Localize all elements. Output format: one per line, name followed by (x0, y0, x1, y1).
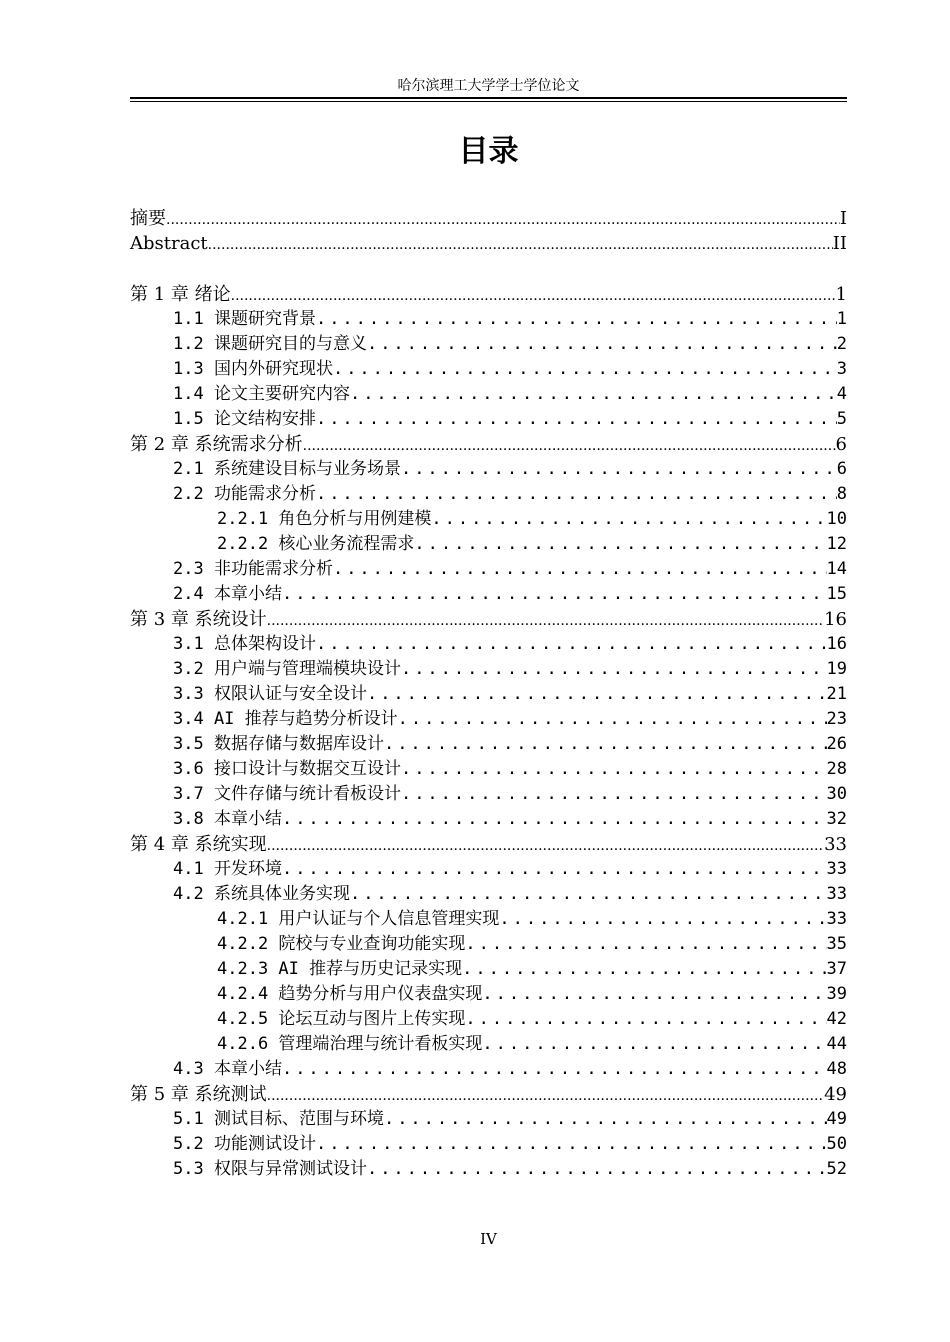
toc-entry-page: 6 (836, 459, 847, 479)
toc-entry[interactable] (130, 957, 847, 982)
toc-entry-page: 16 (824, 609, 847, 630)
toc-entry[interactable] (130, 882, 847, 907)
toc-dot-leader (401, 457, 837, 482)
toc-entry[interactable] (130, 632, 847, 657)
running-header: 哈尔滨理工大学学士学位论文 (397, 78, 580, 94)
toc-entry[interactable] (130, 206, 847, 231)
toc-dot-leader (367, 332, 837, 357)
toc-entry-page: 3 (836, 359, 847, 379)
toc-entry-label: 5.3 权限与异常测试设计 (173, 1159, 367, 1179)
toc-entry-label: 第 5 章 系统测试 (130, 1084, 267, 1105)
toc-dot-leader (465, 1007, 826, 1032)
toc-entry-label: 3.3 权限认证与安全设计 (173, 684, 367, 704)
toc-entry-label: 1.3 国内外研究现状 (173, 359, 333, 379)
toc-entry-label: 4.3 本章小结 (173, 1059, 282, 1079)
toc-entry-page: 5 (836, 409, 847, 429)
toc-entry[interactable] (130, 1132, 847, 1157)
toc-entry[interactable] (130, 231, 847, 256)
toc-dot-leader (499, 907, 826, 932)
toc-entry-label: 5.1 测试目标、范围与环境 (173, 1109, 384, 1129)
toc-entry[interactable] (130, 557, 847, 582)
toc-entry-page: II (832, 233, 847, 254)
toc-dot-leader (350, 382, 837, 407)
toc-entry-label: 3.4 AI 推荐与趋势分析设计 (173, 709, 398, 729)
toc-dot-leader (482, 982, 826, 1007)
toc-entry-label: 2.2.1 角色分析与用例建模 (217, 509, 432, 529)
toc-dot-leader (367, 1157, 827, 1182)
toc-entry-label: 2.4 本章小结 (173, 584, 282, 604)
toc-entry-page: 28 (826, 759, 847, 779)
toc-dot-leader (316, 482, 837, 507)
toc-entry[interactable] (130, 532, 847, 557)
toc-entry-page: 52 (826, 1159, 847, 1179)
toc-entry[interactable] (130, 357, 847, 382)
toc-dot-leader (282, 1057, 827, 1082)
toc-entry-label: 第 2 章 系统需求分析 (130, 434, 303, 455)
toc-dot-leader (350, 882, 827, 907)
toc-entry-page: 33 (826, 909, 847, 929)
toc-dot-leader (208, 231, 833, 258)
toc-dot-leader (282, 807, 827, 832)
toc-entry-label: 2.2 功能需求分析 (173, 484, 316, 504)
toc-dot-leader (303, 432, 836, 459)
toc-entry[interactable] (130, 832, 847, 857)
toc-entry-page: 16 (826, 634, 847, 654)
toc-entry-page: 30 (826, 784, 847, 804)
toc-entry[interactable] (130, 1007, 847, 1032)
toc-entry[interactable] (130, 1157, 847, 1182)
toc-dot-leader (166, 206, 840, 233)
toc-entry[interactable] (130, 407, 847, 432)
toc-entry-label: 摘要 (130, 208, 166, 229)
toc-entry-label: 5.2 功能测试设计 (173, 1134, 316, 1154)
toc-dot-leader (462, 957, 826, 982)
toc-entry-page: 15 (826, 584, 847, 604)
toc-dot-leader (333, 357, 837, 382)
toc-entry[interactable] (130, 482, 847, 507)
toc-entry[interactable] (130, 1107, 847, 1132)
toc-entry-page: 32 (826, 809, 847, 829)
toc-entry-page: 33 (824, 834, 847, 855)
toc-entry[interactable] (130, 382, 847, 407)
toc-entry-page: 48 (826, 1059, 847, 1079)
toc-entry-label: 1.1 课题研究背景 (173, 309, 316, 329)
toc-entry[interactable] (130, 732, 847, 757)
toc-entry-page: 8 (836, 484, 847, 504)
toc-entry[interactable] (130, 582, 847, 607)
toc-entry-page: 26 (826, 734, 847, 754)
toc-dot-leader (316, 407, 837, 432)
toc-dot-leader (431, 507, 826, 532)
toc-dot-leader (401, 782, 827, 807)
toc-entry-page: 49 (824, 1084, 847, 1105)
page-title: 目录 (458, 134, 519, 169)
toc-entry-page: 12 (826, 534, 847, 554)
toc-entry[interactable] (130, 982, 847, 1007)
toc-dot-leader (398, 707, 827, 732)
toc-entry-label: 3.5 数据存储与数据库设计 (173, 734, 384, 754)
toc-entry[interactable] (130, 932, 847, 957)
toc-dot-leader (465, 932, 826, 957)
toc-entry-label: 第 3 章 系统设计 (130, 609, 267, 630)
toc-dot-leader (267, 1082, 824, 1109)
toc-entry-label: 3.1 总体架构设计 (173, 634, 316, 654)
toc-entry-page: 49 (826, 1109, 847, 1129)
toc-entry-page: 1 (835, 284, 847, 305)
page-number: IV (480, 1230, 497, 1248)
toc-entry-page: 2 (836, 334, 847, 354)
toc-entry[interactable] (130, 707, 847, 732)
toc-dot-leader (231, 282, 836, 309)
toc-entry-label: Abstract (130, 233, 208, 254)
toc-entry-label: 1.4 论文主要研究内容 (173, 384, 350, 404)
toc-dot-leader (414, 532, 826, 557)
toc-entry-page: 33 (826, 884, 847, 904)
toc-entry-page: 21 (826, 684, 847, 704)
toc-entry[interactable] (130, 657, 847, 682)
toc-entry-label: 1.5 论文结构安排 (173, 409, 316, 429)
toc-entry-label: 4.2.2 院校与专业查询功能实现 (217, 934, 466, 954)
toc-entry-page: 23 (826, 709, 847, 729)
toc-dot-leader (384, 732, 827, 757)
toc-entry-label: 2.2.2 核心业务流程需求 (217, 534, 415, 554)
toc-dot-leader (267, 607, 824, 634)
toc-dot-leader (401, 757, 827, 782)
toc-dot-leader (401, 657, 827, 682)
toc-entry-label: 第 4 章 系统实现 (130, 834, 267, 855)
toc-entry-page: 4 (836, 384, 847, 404)
toc-dot-leader (316, 632, 827, 657)
toc-entry-label: 4.1 开发环境 (173, 859, 282, 879)
toc-dot-leader (367, 682, 827, 707)
toc-entry-label: 4.2.6 管理端治理与统计看板实现 (217, 1034, 483, 1054)
toc-entry[interactable] (130, 507, 847, 532)
toc-entry-label: 3.8 本章小结 (173, 809, 282, 829)
header-rule-thick (130, 97, 847, 99)
toc-entry[interactable] (130, 457, 847, 482)
toc-entry-page: 19 (826, 659, 847, 679)
toc-entry-page: 39 (826, 984, 847, 1004)
toc-entry-page: 44 (826, 1034, 847, 1054)
toc-entry[interactable] (130, 1032, 847, 1057)
toc-dot-leader (282, 582, 827, 607)
toc-entry[interactable] (130, 807, 847, 832)
toc-entry-page: 10 (826, 509, 847, 529)
toc-entry-label: 4.2 系统具体业务实现 (173, 884, 350, 904)
toc-entry-page: 35 (826, 934, 847, 954)
toc-dot-leader (482, 1032, 826, 1057)
toc-entry[interactable] (130, 307, 847, 332)
toc-entry[interactable] (130, 782, 847, 807)
toc-entry[interactable] (130, 332, 847, 357)
toc-entry[interactable] (130, 607, 847, 632)
toc-entry[interactable] (130, 432, 847, 457)
toc-entry[interactable] (130, 1082, 847, 1107)
toc-entry-page: 14 (826, 559, 847, 579)
toc-entry[interactable] (130, 757, 847, 782)
toc-entry-label: 1.2 课题研究目的与意义 (173, 334, 367, 354)
toc-entry-page: I (839, 208, 847, 229)
toc-dot-leader (282, 857, 827, 882)
toc-entry[interactable] (130, 282, 847, 307)
toc-entry-label: 2.1 系统建设目标与业务场景 (173, 459, 401, 479)
toc-entry-label: 3.2 用户端与管理端模块设计 (173, 659, 401, 679)
toc-entry-label: 第 1 章 绪论 (130, 284, 231, 305)
toc-entry[interactable] (130, 1057, 847, 1082)
toc-dot-leader (316, 307, 837, 332)
toc-entry[interactable] (130, 907, 847, 932)
toc-dot-leader (267, 832, 824, 859)
toc-entry[interactable] (130, 857, 847, 882)
toc-entry-page: 42 (826, 1009, 847, 1029)
toc-entry-page: 1 (836, 309, 847, 329)
toc-entry-label: 3.7 文件存储与统计看板设计 (173, 784, 401, 804)
toc-entry-page: 33 (826, 859, 847, 879)
toc-entry-page: 50 (826, 1134, 847, 1154)
toc-entry-label: 4.2.5 论坛互动与图片上传实现 (217, 1009, 466, 1029)
toc-entry-label: 3.6 接口设计与数据交互设计 (173, 759, 401, 779)
toc-dot-leader (316, 1132, 827, 1157)
toc-dot-leader (384, 1107, 827, 1132)
toc-entry-page: 6 (835, 434, 847, 455)
toc-entry[interactable] (130, 682, 847, 707)
toc-entry-label: 4.2.1 用户认证与个人信息管理实现 (217, 909, 500, 929)
toc-entry-label: 4.2.3 AI 推荐与历史记录实现 (217, 959, 463, 979)
toc-entry-label: 4.2.4 趋势分析与用户仪表盘实现 (217, 984, 483, 1004)
toc-entry-label: 2.3 非功能需求分析 (173, 559, 333, 579)
toc-entry-page: 37 (826, 959, 847, 979)
toc-dot-leader (333, 557, 827, 582)
header-rule-thin (130, 101, 847, 102)
